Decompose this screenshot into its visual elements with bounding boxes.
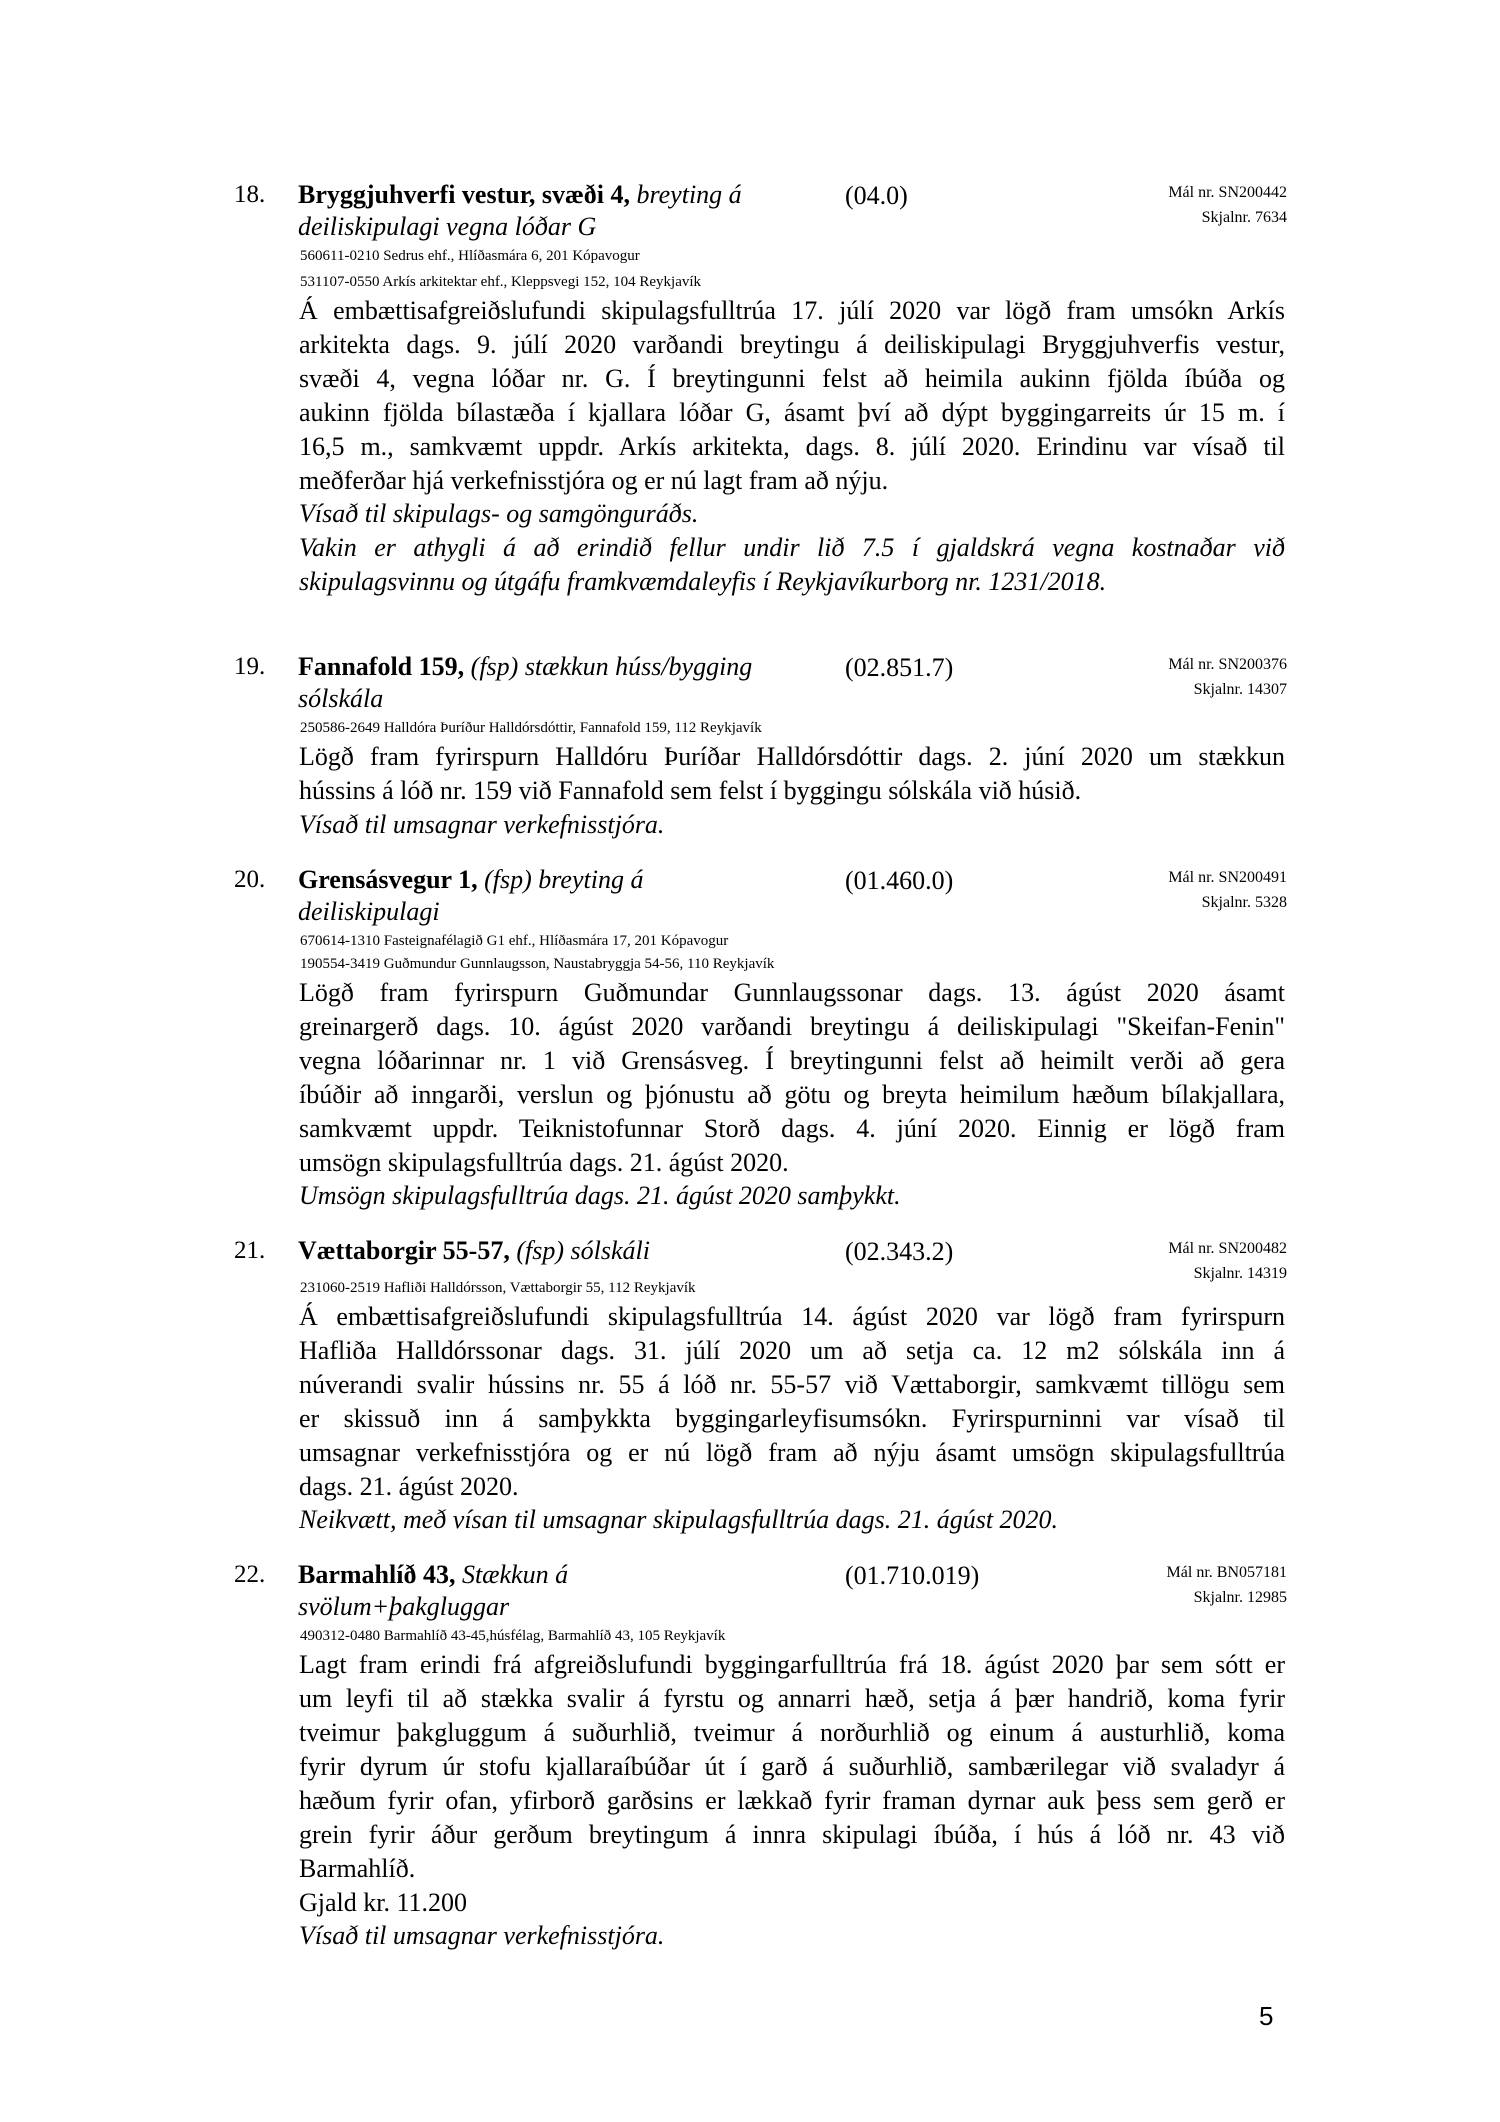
document-number: Skjalnr. 14319 xyxy=(1193,1265,1287,1282)
item-number: 20. xyxy=(234,866,266,893)
body-line: greinargerð dags. 10. ágúst 2020 varðandi breytingu á deiliskipulagi "Skeifan-Fenin" xyxy=(299,1012,1285,1041)
party-line: 231060-2519 Hafliði Halldórsson, Vættaborgir 55, 112 Reykjavík xyxy=(300,1280,696,1296)
body-line: núverandi svalir hússins nr. 55 á lóð nr. 55-57 við Vættaborgir, samkvæmt tillögu sem xyxy=(299,1370,1285,1399)
body-line: er skissuð inn á samþykkta byggingarleyfisumsókn. Fyrirspurninni var vísað til xyxy=(299,1404,1285,1433)
item-number: 22. xyxy=(234,1561,266,1588)
case-reference xyxy=(1167,1560,1287,1610)
item-code: (02.343.2) xyxy=(845,1237,954,1266)
body-line: Gjald kr. 11.200 xyxy=(299,1888,468,1917)
conclusion-line: skipulagsvinnu og útgáfu framkvæmdaleyfis í Reykjavíkurborg nr. 1231/2018. xyxy=(299,567,1107,596)
party-line: 560611-0210 Sedrus ehf., Hlíðasmára 6, 201 Kópavogur xyxy=(300,248,640,264)
item-title xyxy=(298,865,643,895)
item-title xyxy=(298,652,752,682)
item-description-cont: deiliskipulagi xyxy=(298,897,440,926)
party-line: 490312-0480 Barmahlíð 43-45,húsfélag, Barmahlíð 43, 105 Reykjavík xyxy=(300,1628,726,1644)
conclusion-line: Vísað til umsagnar verkefnisstjóra. xyxy=(299,1921,665,1950)
item-code: (04.0) xyxy=(845,181,908,210)
body-line: grein fyrir áður gerðum breytingum á innra skipulagi íbúða, í hús á lóð nr. 43 við xyxy=(299,1820,1285,1849)
item-description: (fsp) breyting á xyxy=(484,865,644,894)
body-line: fyrir dyrum úr stofu kjallaraíbúðar út í garð á suðurhlið, sambærilegar við svaladyr á xyxy=(299,1752,1285,1781)
case-number: Mál nr. SN200482 xyxy=(1168,1240,1287,1257)
item-name: Fannafold 159, xyxy=(298,652,465,681)
item-title xyxy=(298,1560,568,1590)
body-line: íbúðir að inngarði, verslun og þjónustu að götu og breyta heimilum hæðum bílakjallara, xyxy=(299,1080,1285,1109)
party-line: 190554-3419 Guðmundur Gunnlaugsson, Naustabryggja 54-56, 110 Reykjavík xyxy=(300,956,775,972)
body-line: Barmahlíð. xyxy=(299,1854,416,1883)
body-line: umsögn skipulagsfulltrúa dags. 21. ágúst 2020. xyxy=(299,1148,789,1177)
body-line: 16,5 m., samkvæmt uppdr. Arkís arkitekta, dags. 8. júlí 2020. Erindinu var vísað til xyxy=(299,432,1285,461)
case-reference xyxy=(1168,652,1287,702)
item-code: (02.851.7) xyxy=(845,653,954,682)
body-line: vegna lóðarinnar nr. 1 við Grensásveg. Í breytingunni felst að heimilt verði að gera xyxy=(299,1046,1285,1075)
body-line: tveimur þakgluggum á suðurhlið, tveimur á norðurhlið og einum á austurhlið, koma xyxy=(299,1718,1285,1747)
case-number: Mál nr. SN200442 xyxy=(1168,184,1287,201)
item-description-cont: sólskála xyxy=(298,684,384,713)
body-line: samkvæmt uppdr. Teiknistofunnar Storð dags. 4. júní 2020. Einnig er lögð fram xyxy=(299,1114,1285,1143)
case-number: Mál nr. SN200491 xyxy=(1168,869,1287,886)
body-line: aukinn fjölda bílastæða í kjallara lóðar G, ásamt því að dýpt byggingarreits úr 15 m. í xyxy=(299,398,1285,427)
body-line: um leyfi til að stækka svalir á fyrstu og annarri hæð, setja á þær handrið, koma fyrir xyxy=(299,1684,1285,1713)
party-line: 670614-1310 Fasteignafélagið G1 ehf., Hlíðasmára 17, 201 Kópavogur xyxy=(300,933,729,949)
case-reference xyxy=(1168,180,1287,230)
body-line: Lögð fram fyrirspurn Guðmundar Gunnlaugssonar dags. 13. ágúst 2020 ásamt xyxy=(299,978,1285,1007)
body-line: Lagt fram erindi frá afgreiðslufundi byggingarfulltrúa frá 18. ágúst 2020 þar sem sótt er xyxy=(299,1650,1285,1679)
item-name: Vættaborgir 55-57, xyxy=(298,1236,510,1265)
page-number: 5 xyxy=(1259,2001,1274,2031)
item-title xyxy=(298,180,742,210)
body-line: hæðum fyrir ofan, yfirborð garðsins er lækkað fyrir framan dyrnar auk þess sem gerð er xyxy=(299,1786,1285,1815)
item-description: (fsp) stækkun húss/bygging xyxy=(470,652,753,681)
conclusion-line: Umsögn skipulagsfulltrúa dags. 21. ágúst 2020 samþykkt. xyxy=(299,1181,901,1210)
item-description: Stækkun á xyxy=(461,1560,569,1589)
item-number: 18. xyxy=(234,181,266,208)
body-line: umsagnar verkefnisstjóra og er nú lögð fram að nýju ásamt umsögn skipulagsfulltrúa xyxy=(299,1438,1285,1467)
body-line: Lögð fram fyrirspurn Halldóru Þuríðar Halldórsdóttir dags. 2. júní 2020 um stækkun xyxy=(299,742,1285,771)
item-code: (01.460.0) xyxy=(845,866,954,895)
document-number: Skjalnr. 5328 xyxy=(1201,894,1287,911)
body-line: hússins á lóð nr. 159 við Fannafold sem felst í byggingu sólskála við húsið. xyxy=(299,776,1082,805)
body-line: svæði 4, vegna lóðar nr. G. Í breytingunni felst að heimila aukinn fjölda íbúða og xyxy=(299,364,1285,393)
item-description: (fsp) sólskáli xyxy=(516,1236,650,1265)
item-number: 21. xyxy=(234,1237,266,1264)
item-name: Barmahlíð 43, xyxy=(298,1560,456,1589)
body-line: dags. 21. ágúst 2020. xyxy=(299,1472,519,1501)
case-number: Mál nr. SN200376 xyxy=(1168,656,1287,673)
item-name: Bryggjuhverfi vestur, svæði 4, xyxy=(298,180,630,209)
document-number: Skjalnr. 14307 xyxy=(1193,681,1287,698)
body-line: arkitekta dags. 9. júlí 2020 varðandi breytingu á deiliskipulagi Bryggjuhverfis vestur, xyxy=(299,330,1285,359)
conclusion-line: Vakin er athygli á að erindið fellur undir lið 7.5 í gjaldskrá vegna kostnaðar við xyxy=(299,533,1285,562)
item-number: 19. xyxy=(234,653,266,680)
conclusion-line: Vísað til umsagnar verkefnisstjóra. xyxy=(299,810,665,839)
item-name: Grensásvegur 1, xyxy=(298,865,478,894)
body-line: Á embættisafgreiðslufundi skipulagsfulltrúa 14. ágúst 2020 var lögð fram fyrirspurn xyxy=(299,1302,1285,1331)
case-number: Mál nr. BN057181 xyxy=(1166,1564,1287,1581)
case-reference xyxy=(1168,1236,1287,1286)
party-line: 531107-0550 Arkís arkitektar ehf., Kleppsvegi 152, 104 Reykjavík xyxy=(300,274,702,290)
body-line: Hafliða Halldórssonar dags. 31. júlí 2020 um að setja ca. 12 m2 sólskála inn á xyxy=(299,1336,1285,1365)
conclusion-line: Neikvætt, með vísan til umsagnar skipulagsfulltrúa dags. 21. ágúst 2020. xyxy=(299,1505,1059,1534)
item-description-cont: deiliskipulagi vegna lóðar G xyxy=(298,212,597,241)
item-code: (01.710.019) xyxy=(845,1561,980,1590)
party-line: 250586-2649 Halldóra Þuríður Halldórsdóttir, Fannafold 159, 112 Reykjavík xyxy=(300,720,762,736)
document-number: Skjalnr. 7634 xyxy=(1201,209,1287,226)
item-title xyxy=(298,1236,650,1266)
body-line: meðferðar hjá verkefnisstjóra og er nú lagt fram að nýju. xyxy=(299,466,889,495)
conclusion-line: Vísað til skipulags- og samgönguráðs. xyxy=(299,499,699,528)
item-description: breyting á xyxy=(636,180,742,209)
document-number: Skjalnr. 12985 xyxy=(1193,1589,1287,1606)
item-description-cont: svölum+þakgluggar xyxy=(298,1592,510,1621)
body-line: Á embættisafgreiðslufundi skipulagsfulltrúa 17. júlí 2020 var lögð fram umsókn Arkís xyxy=(299,296,1285,325)
case-reference xyxy=(1168,865,1287,915)
